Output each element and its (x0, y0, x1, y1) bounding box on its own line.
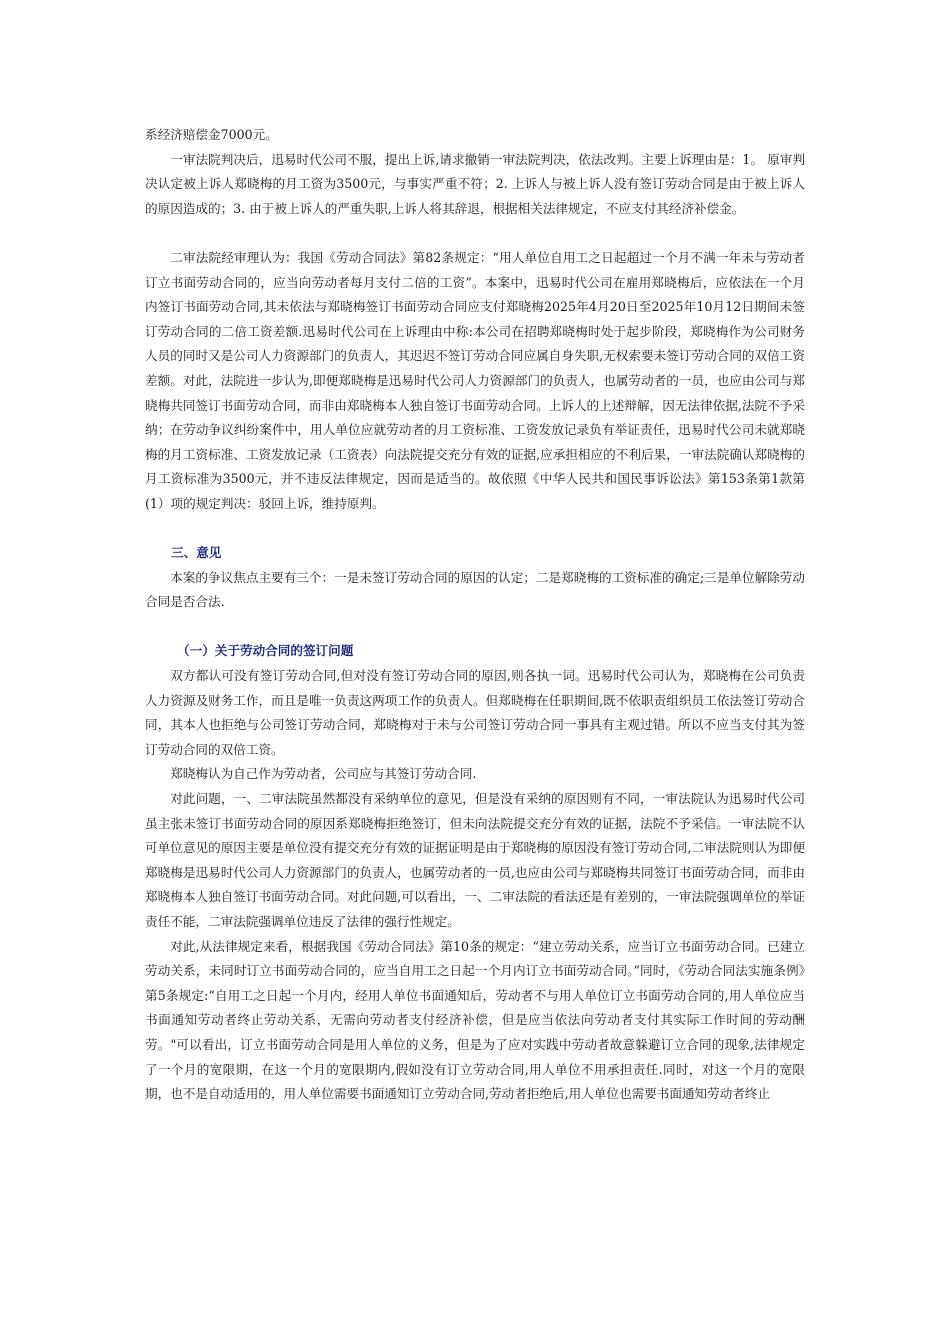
paragraph-compensation-tail: 系经济赔偿金7000元。 (145, 127, 278, 142)
section-heading-opinions: 三、意见 (171, 545, 222, 561)
paragraph-spacer (145, 517, 805, 542)
paragraph-employee-position: 郑晓梅认为自己作为劳动者，公司应与其签订劳动合同. (170, 766, 477, 782)
paragraph-spacer (145, 221, 805, 246)
paragraph-dispute-focus: 本案的争议焦点主要有三个：一是未签订劳动合同的原因的认定；二是郑晓梅的工资标准的确定;三是单位解除劳动合同是否合法. (145, 569, 805, 610)
subsection-heading-contract-signing: （一）关于劳动合同的签订问题 (177, 643, 354, 659)
paragraph-second-instance-ruling: 二审法院经审理认为：我国《劳动合同法》第82条规定：“用人单位自用工之日起超过一个月不满一年未与劳动者订立书面劳动合同的，应当向劳动者每月支付二倍的工资”。本案中，迅易时代公司在雇用郑晓梅后，应依法在一个月内签订书面劳动合同,其未依法与郑晓梅签订书面劳动合同应支付郑晓梅2025年4月20日至2025年10月12日期间未签订劳动合同的二倍工资差额.迅易时代公司在上诉理由中称:本公司在招聘郑晓梅时处于起步阶段，郑晓梅作为公司财务人员的同时又是公司人力资源部门的负责人，其迟迟不签订劳动合同应属自身失职,无权索要未签订劳动合同的双倍工资差额。对此，法院进一步认为,即便郑晓梅是迅易时代公司人力资源部门的负责人，也属劳动者的一员，也应由公司与郑晓梅共同签订书面劳动合同，而非由郑晓梅本人独自签订书面劳动合同。上诉人的上述辩解，因无法律依据,法院不予采纳；在劳动争议纠纷案件中，用人单位应就劳动者的月工资标准、工资发放记录负有举证责任，迅易时代公司未就郑晓梅的月工资标准、工资发放记录（工资表）向法院提交充分有效的证据,应承担相应的不利后果，一审法院确认郑晓梅的月工资标准为3500元，并不违反法律规定，因而是适当的。故依照《中华人民共和国民事诉讼法》第153条第1款第(1）项的规定判决：驳回上诉，维持原判。 (145, 249, 805, 511)
paragraph-court-analysis: 对此问题，一、二审法院虽然都没有采纳单位的意见，但是没有采纳的原因则有不同，一审法院认为迅易时代公司虽主张未签订书面劳动合同的原因系郑晓梅拒绝签订，但未向法院提交充分有效的证据，法院不予采信。一审法院不认可单位意见的原因主要是单位没有提交充分有效的证据证明是由于郑晓梅的原因没有签订劳动合同,二审法院则认为即便郑晓梅是迅易时代公司人力资源部门的负责人，也属劳动者的一员,也应由公司与郑晓梅共同签订书面劳动合同，而非由郑晓梅本人独自签订书面劳动合同。对此问题,可以看出，一、二审法院的看法还是有差别的，一审法院强调单位的举证责任不能，二审法院强调单位违反了法律的强行性规定。 (145, 791, 805, 929)
paragraph-appeal-reasons: 一审法院判决后，迅易时代公司不服，提出上诉,请求撤销一审法院判决，依法改判。主要上诉理由是：1。 原审判决认定被上诉人郑晓梅的月工资为3500元，与事实严重不符；2. 上诉人与被上诉人没有签订劳动合同是由于被上诉人的原因造成的；3. 由于被上诉人的严重失职,上诉人将其辞退，根据相关法律规定，不应支付其经济补偿金。 (145, 151, 805, 216)
paragraph-spacer (145, 615, 805, 640)
paragraph-company-position: 双方都认可没有签订劳动合同,但对没有签订劳动合同的原因,则各执一词。迅易时代公司认为，郑晓梅在公司负责人力资源及财务工作，而且是唯一负责这两项工作的负责人。但郑晓梅在任职期间,既不依职责组织员工依法签订劳动合同，其本人也拒绝与公司签订劳动合同，郑晓梅对于未与公司签订劳动合同一事具有主观过错。所以不应当支付其为签订劳动合同的双倍工资。 (145, 668, 805, 757)
document-page (145, 123, 805, 1107)
paragraph-legal-provisions: 对此,从法律规定来看，根据我国《劳动合同法》第10条的规定：“建立劳动关系，应当订立书面劳动合同。已建立劳动关系，未同时订立书面劳动合同的，应当自用工之日起一个月内订立书面劳动合同。”同时，《劳动合同法实施条例》第5条规定:“自用工之日起一个月内，经用人单位书面通知后，劳动者不与用人单位订立书面劳动合同的,用人单位应当书面通知劳动者终止劳动关系，无需向劳动者支付经济补偿，但是应当依法向劳动者支付其实际工作时间的劳动酬劳。"可以看出，订立书面劳动合同是用人单位的义务，但是为了应对实践中劳动者故意躲避订立合同的现象,法律规定了一个月的宽限期，在这一个月的宽限期内,假如没有订立劳动合同,用人单位不用承担责任.同时，对这一个月的宽限期，也不是自动适用的，用人单位需要书面通知订立劳动合同,劳动者拒绝后,用人单位也需要书面通知劳动者终止 (145, 938, 805, 1102)
